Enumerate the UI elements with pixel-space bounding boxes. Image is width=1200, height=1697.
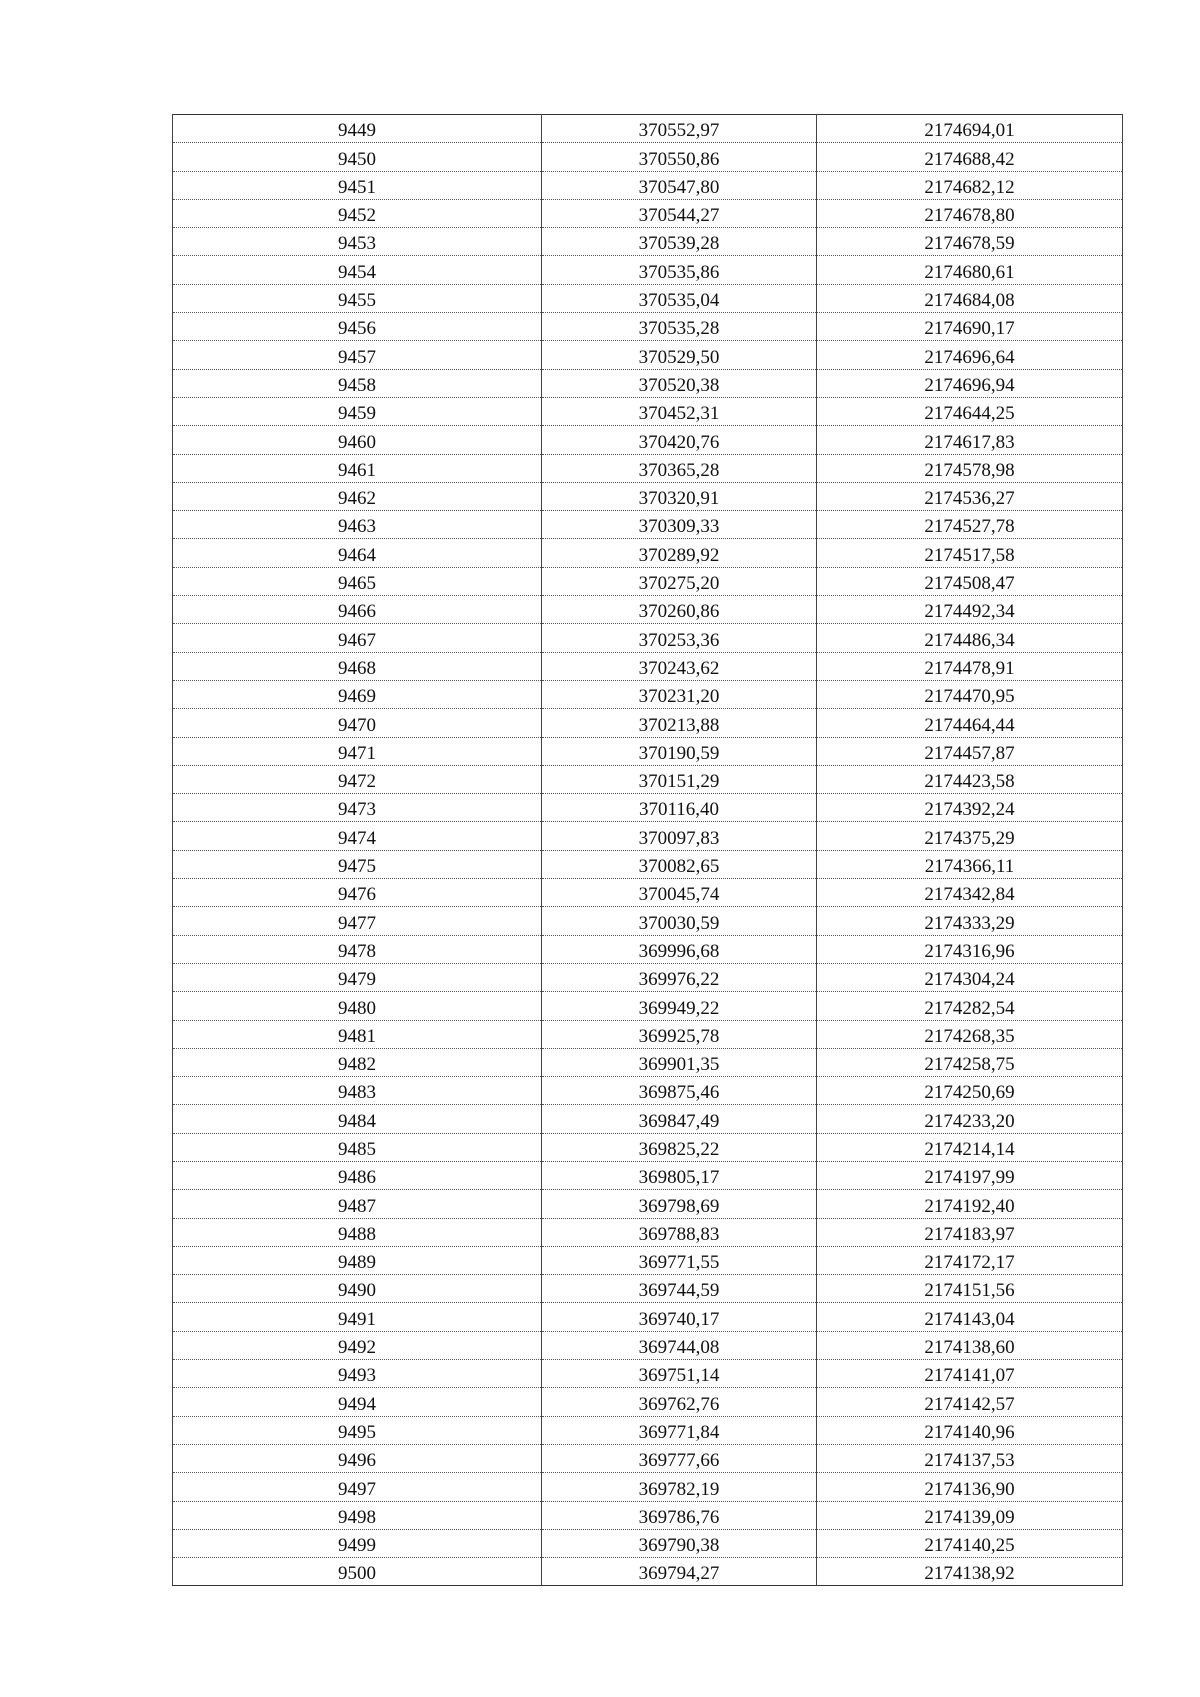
y-coordinate-cell: 2174464,44 — [817, 709, 1123, 737]
point-number-cell: 9472 — [173, 765, 542, 793]
x-coordinate-cell: 370552,97 — [542, 115, 817, 143]
x-coordinate-cell: 369782,19 — [542, 1473, 817, 1501]
x-coordinate-cell: 369788,83 — [542, 1218, 817, 1246]
y-coordinate-cell: 2174578,98 — [817, 454, 1123, 482]
y-coordinate-cell: 2174197,99 — [817, 1161, 1123, 1189]
y-coordinate-cell: 2174138,60 — [817, 1331, 1123, 1359]
table-row — [173, 482, 1123, 510]
x-coordinate-cell: 370082,65 — [542, 850, 817, 878]
point-number-cell: 9487 — [173, 1190, 542, 1218]
table-row — [173, 737, 1123, 765]
table-row — [173, 794, 1123, 822]
x-coordinate-cell: 369798,69 — [542, 1190, 817, 1218]
table-row — [173, 1190, 1123, 1218]
point-number-cell: 9479 — [173, 963, 542, 991]
x-coordinate-cell: 369790,38 — [542, 1529, 817, 1557]
table-row — [173, 596, 1123, 624]
y-coordinate-cell: 2174375,29 — [817, 822, 1123, 850]
point-number-cell: 9454 — [173, 256, 542, 284]
table-row — [173, 935, 1123, 963]
x-coordinate-cell: 369949,22 — [542, 992, 817, 1020]
point-number-cell: 9456 — [173, 313, 542, 341]
y-coordinate-cell: 2174678,59 — [817, 228, 1123, 256]
y-coordinate-cell: 2174140,96 — [817, 1416, 1123, 1444]
table-row — [173, 1388, 1123, 1416]
point-number-cell: 9497 — [173, 1473, 542, 1501]
point-number-cell: 9490 — [173, 1275, 542, 1303]
point-number-cell: 9468 — [173, 652, 542, 680]
point-number-cell: 9494 — [173, 1388, 542, 1416]
table-row — [173, 765, 1123, 793]
y-coordinate-cell: 2174492,34 — [817, 596, 1123, 624]
table-row — [173, 115, 1123, 143]
y-coordinate-cell: 2174172,17 — [817, 1246, 1123, 1274]
y-coordinate-cell: 2174366,11 — [817, 850, 1123, 878]
point-number-cell: 9481 — [173, 1020, 542, 1048]
point-number-cell: 9455 — [173, 284, 542, 312]
table-row — [173, 199, 1123, 227]
table-row — [173, 1246, 1123, 1274]
x-coordinate-cell: 370243,62 — [542, 652, 817, 680]
point-number-cell: 9500 — [173, 1558, 542, 1586]
table-row — [173, 539, 1123, 567]
coordinates-table-body — [173, 115, 1123, 1586]
point-number-cell: 9466 — [173, 596, 542, 624]
table-row — [173, 1048, 1123, 1076]
x-coordinate-cell: 370365,28 — [542, 454, 817, 482]
point-number-cell: 9488 — [173, 1218, 542, 1246]
point-number-cell: 9477 — [173, 907, 542, 935]
table-row — [173, 963, 1123, 991]
point-number-cell: 9450 — [173, 143, 542, 171]
x-coordinate-cell: 369847,49 — [542, 1105, 817, 1133]
point-number-cell: 9463 — [173, 511, 542, 539]
x-coordinate-cell: 370231,20 — [542, 680, 817, 708]
y-coordinate-cell: 2174138,92 — [817, 1558, 1123, 1586]
table-row — [173, 1275, 1123, 1303]
table-row — [173, 171, 1123, 199]
table-row — [173, 1077, 1123, 1105]
y-coordinate-cell: 2174304,24 — [817, 963, 1123, 991]
point-number-cell: 9464 — [173, 539, 542, 567]
table-row — [173, 822, 1123, 850]
y-coordinate-cell: 2174696,64 — [817, 341, 1123, 369]
table-row — [173, 624, 1123, 652]
table-row — [173, 1303, 1123, 1331]
x-coordinate-cell: 370151,29 — [542, 765, 817, 793]
y-coordinate-cell: 2174423,58 — [817, 765, 1123, 793]
table-row — [173, 143, 1123, 171]
x-coordinate-cell: 370309,33 — [542, 511, 817, 539]
table-row — [173, 1020, 1123, 1048]
y-coordinate-cell: 2174478,91 — [817, 652, 1123, 680]
table-row — [173, 1218, 1123, 1246]
table-row — [173, 879, 1123, 907]
point-number-cell: 9498 — [173, 1501, 542, 1529]
y-coordinate-cell: 2174183,97 — [817, 1218, 1123, 1246]
point-number-cell: 9458 — [173, 369, 542, 397]
y-coordinate-cell: 2174282,54 — [817, 992, 1123, 1020]
point-number-cell: 9489 — [173, 1246, 542, 1274]
point-number-cell: 9469 — [173, 680, 542, 708]
y-coordinate-cell: 2174151,56 — [817, 1275, 1123, 1303]
x-coordinate-cell: 370550,86 — [542, 143, 817, 171]
table-row — [173, 1161, 1123, 1189]
y-coordinate-cell: 2174316,96 — [817, 935, 1123, 963]
y-coordinate-cell: 2174250,69 — [817, 1077, 1123, 1105]
table-row — [173, 511, 1123, 539]
x-coordinate-cell: 370289,92 — [542, 539, 817, 567]
x-coordinate-cell: 369771,84 — [542, 1416, 817, 1444]
x-coordinate-cell: 369794,27 — [542, 1558, 817, 1586]
y-coordinate-cell: 2174527,78 — [817, 511, 1123, 539]
point-number-cell: 9461 — [173, 454, 542, 482]
y-coordinate-cell: 2174139,09 — [817, 1501, 1123, 1529]
table-row — [173, 256, 1123, 284]
y-coordinate-cell: 2174536,27 — [817, 482, 1123, 510]
y-coordinate-cell: 2174214,14 — [817, 1133, 1123, 1161]
table-row — [173, 397, 1123, 425]
table-row — [173, 1105, 1123, 1133]
x-coordinate-cell: 369786,76 — [542, 1501, 817, 1529]
x-coordinate-cell: 370320,91 — [542, 482, 817, 510]
y-coordinate-cell: 2174682,12 — [817, 171, 1123, 199]
table-row — [173, 369, 1123, 397]
point-number-cell: 9478 — [173, 935, 542, 963]
x-coordinate-cell: 370097,83 — [542, 822, 817, 850]
table-row — [173, 850, 1123, 878]
y-coordinate-cell: 2174140,25 — [817, 1529, 1123, 1557]
x-coordinate-cell: 369744,08 — [542, 1331, 817, 1359]
x-coordinate-cell: 369825,22 — [542, 1133, 817, 1161]
table-row — [173, 284, 1123, 312]
table-row — [173, 454, 1123, 482]
x-coordinate-cell: 369976,22 — [542, 963, 817, 991]
point-number-cell: 9452 — [173, 199, 542, 227]
x-coordinate-cell: 370213,88 — [542, 709, 817, 737]
point-number-cell: 9467 — [173, 624, 542, 652]
coordinates-table — [172, 114, 1123, 1586]
x-coordinate-cell: 369875,46 — [542, 1077, 817, 1105]
x-coordinate-cell: 370030,59 — [542, 907, 817, 935]
table-row — [173, 1331, 1123, 1359]
x-coordinate-cell: 369777,66 — [542, 1444, 817, 1472]
point-number-cell: 9482 — [173, 1048, 542, 1076]
table-row — [173, 992, 1123, 1020]
point-number-cell: 9451 — [173, 171, 542, 199]
y-coordinate-cell: 2174696,94 — [817, 369, 1123, 397]
y-coordinate-cell: 2174694,01 — [817, 115, 1123, 143]
y-coordinate-cell: 2174486,34 — [817, 624, 1123, 652]
point-number-cell: 9483 — [173, 1077, 542, 1105]
y-coordinate-cell: 2174680,61 — [817, 256, 1123, 284]
table-row — [173, 426, 1123, 454]
point-number-cell: 9486 — [173, 1161, 542, 1189]
point-number-cell: 9495 — [173, 1416, 542, 1444]
y-coordinate-cell: 2174233,20 — [817, 1105, 1123, 1133]
table-row — [173, 567, 1123, 595]
point-number-cell: 9474 — [173, 822, 542, 850]
point-number-cell: 9457 — [173, 341, 542, 369]
point-number-cell: 9449 — [173, 115, 542, 143]
y-coordinate-cell: 2174141,07 — [817, 1360, 1123, 1388]
point-number-cell: 9484 — [173, 1105, 542, 1133]
x-coordinate-cell: 369901,35 — [542, 1048, 817, 1076]
x-coordinate-cell: 370190,59 — [542, 737, 817, 765]
y-coordinate-cell: 2174143,04 — [817, 1303, 1123, 1331]
table-row — [173, 341, 1123, 369]
y-coordinate-cell: 2174392,24 — [817, 794, 1123, 822]
y-coordinate-cell: 2174192,40 — [817, 1190, 1123, 1218]
x-coordinate-cell: 370045,74 — [542, 879, 817, 907]
point-number-cell: 9470 — [173, 709, 542, 737]
y-coordinate-cell: 2174137,53 — [817, 1444, 1123, 1472]
x-coordinate-cell: 369925,78 — [542, 1020, 817, 1048]
x-coordinate-cell: 370547,80 — [542, 171, 817, 199]
point-number-cell: 9476 — [173, 879, 542, 907]
table-row — [173, 1444, 1123, 1472]
point-number-cell: 9499 — [173, 1529, 542, 1557]
x-coordinate-cell: 370116,40 — [542, 794, 817, 822]
point-number-cell: 9475 — [173, 850, 542, 878]
table-row — [173, 907, 1123, 935]
table-row — [173, 1416, 1123, 1444]
x-coordinate-cell: 370544,27 — [542, 199, 817, 227]
point-number-cell: 9460 — [173, 426, 542, 454]
x-coordinate-cell: 369996,68 — [542, 935, 817, 963]
point-number-cell: 9453 — [173, 228, 542, 256]
y-coordinate-cell: 2174508,47 — [817, 567, 1123, 595]
x-coordinate-cell: 370539,28 — [542, 228, 817, 256]
table-row — [173, 680, 1123, 708]
table-row — [173, 1360, 1123, 1388]
point-number-cell: 9485 — [173, 1133, 542, 1161]
y-coordinate-cell: 2174457,87 — [817, 737, 1123, 765]
x-coordinate-cell: 370452,31 — [542, 397, 817, 425]
x-coordinate-cell: 369751,14 — [542, 1360, 817, 1388]
y-coordinate-cell: 2174342,84 — [817, 879, 1123, 907]
y-coordinate-cell: 2174333,29 — [817, 907, 1123, 935]
point-number-cell: 9480 — [173, 992, 542, 1020]
point-number-cell: 9473 — [173, 794, 542, 822]
x-coordinate-cell: 370520,38 — [542, 369, 817, 397]
x-coordinate-cell: 370275,20 — [542, 567, 817, 595]
table-row — [173, 1473, 1123, 1501]
y-coordinate-cell: 2174644,25 — [817, 397, 1123, 425]
point-number-cell: 9492 — [173, 1331, 542, 1359]
point-number-cell: 9459 — [173, 397, 542, 425]
x-coordinate-cell: 370529,50 — [542, 341, 817, 369]
y-coordinate-cell: 2174517,58 — [817, 539, 1123, 567]
x-coordinate-cell: 369805,17 — [542, 1161, 817, 1189]
table-row — [173, 1529, 1123, 1557]
table-row — [173, 1558, 1123, 1586]
y-coordinate-cell: 2174258,75 — [817, 1048, 1123, 1076]
x-coordinate-cell: 369762,76 — [542, 1388, 817, 1416]
x-coordinate-cell: 369740,17 — [542, 1303, 817, 1331]
y-coordinate-cell: 2174678,80 — [817, 199, 1123, 227]
x-coordinate-cell: 369744,59 — [542, 1275, 817, 1303]
y-coordinate-cell: 2174268,35 — [817, 1020, 1123, 1048]
point-number-cell: 9491 — [173, 1303, 542, 1331]
point-number-cell: 9465 — [173, 567, 542, 595]
y-coordinate-cell: 2174688,42 — [817, 143, 1123, 171]
point-number-cell: 9493 — [173, 1360, 542, 1388]
point-number-cell: 9496 — [173, 1444, 542, 1472]
y-coordinate-cell: 2174142,57 — [817, 1388, 1123, 1416]
table-row — [173, 652, 1123, 680]
table-row — [173, 313, 1123, 341]
x-coordinate-cell: 370260,86 — [542, 596, 817, 624]
x-coordinate-cell: 370253,36 — [542, 624, 817, 652]
point-number-cell: 9471 — [173, 737, 542, 765]
table-row — [173, 709, 1123, 737]
y-coordinate-cell: 2174136,90 — [817, 1473, 1123, 1501]
y-coordinate-cell: 2174690,17 — [817, 313, 1123, 341]
y-coordinate-cell: 2174617,83 — [817, 426, 1123, 454]
table-row — [173, 228, 1123, 256]
x-coordinate-cell: 370420,76 — [542, 426, 817, 454]
x-coordinate-cell: 370535,04 — [542, 284, 817, 312]
table-row — [173, 1133, 1123, 1161]
x-coordinate-cell: 370535,28 — [542, 313, 817, 341]
x-coordinate-cell: 369771,55 — [542, 1246, 817, 1274]
y-coordinate-cell: 2174470,95 — [817, 680, 1123, 708]
x-coordinate-cell: 370535,86 — [542, 256, 817, 284]
table-row — [173, 1501, 1123, 1529]
point-number-cell: 9462 — [173, 482, 542, 510]
y-coordinate-cell: 2174684,08 — [817, 284, 1123, 312]
